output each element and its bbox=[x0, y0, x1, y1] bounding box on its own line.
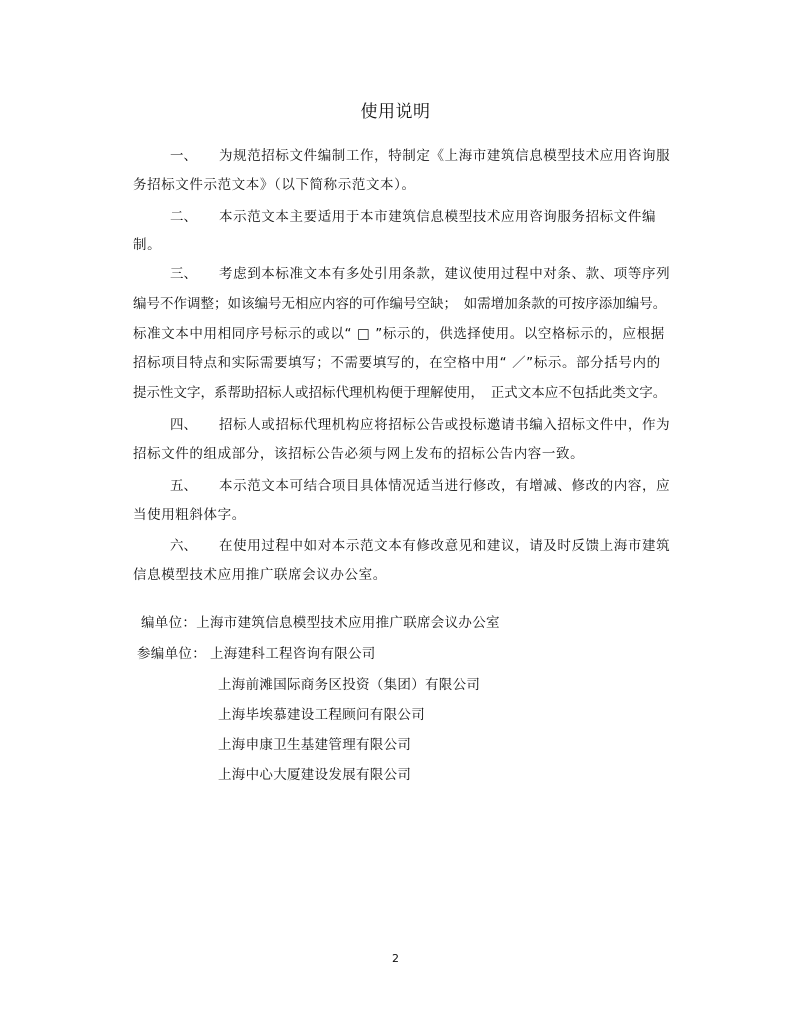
compiler-unit: 编单位：上海市建筑信息模型技术应用推广联席会议办公室 bbox=[141, 615, 500, 631]
item-line: 编号不作调整；如该编号无相应内容的可作编号空缺； 如需增加条款的可按序添加编号。 bbox=[133, 296, 667, 312]
item-line: 招标人或招标代理机构应将招标公告或投标邀请书编入招标文件中，作为 bbox=[219, 417, 671, 433]
item-line: 本示范文本可结合项目具体情况适当进行修改，有增减、修改的内容，应 bbox=[219, 478, 671, 494]
item-line: 当使用粗斜体字。 bbox=[133, 507, 246, 523]
item-number: 四、 bbox=[170, 417, 197, 433]
item-line: 信息模型技术应用推广联席会议办公室。 bbox=[133, 567, 387, 583]
item-number: 二、 bbox=[170, 209, 197, 225]
item-line: 招标文件的组成部分，该招标公告必须与网上发布的招标公告内容一致。 bbox=[133, 446, 585, 462]
item-line: 标准文本中用相同序号标示的或以“ □ ”标示的，供选择使用。以空格标示的，应根据 bbox=[133, 326, 665, 342]
participants-label: 参编单位： bbox=[137, 646, 206, 662]
participant-unit: 上海建科工程咨询有限公司 bbox=[210, 646, 376, 662]
page-number: 2 bbox=[392, 952, 399, 965]
item-line: 招标项目特点和实际需要填写；不需要填写的，在空格中用“ ／”标示。部分括号内的 bbox=[133, 355, 661, 371]
page-title: 使用说明 bbox=[360, 102, 431, 122]
item-line: 提示性文字，系帮助招标人或招标代理机构便于理解使用， 正式文本应不包括此类文字。 bbox=[133, 385, 667, 401]
item-line: 本示范文本主要适用于本市建筑信息模型技术应用咨询服务招标文件编 bbox=[219, 209, 657, 225]
item-line: 为规范招标文件编制工作，特制定《上海市建筑信息模型技术应用咨询服 bbox=[219, 148, 671, 164]
item-line: 务招标文件示范文本》（以下简称示范文本）。 bbox=[133, 177, 416, 193]
participant-unit: 上海中心大厦建设发展有限公司 bbox=[218, 767, 412, 783]
item-number: 三、 bbox=[170, 266, 197, 282]
item-line: 在使用过程中如对本示范文本有修改意见和建议，请及时反馈上海市建筑 bbox=[219, 538, 671, 554]
item-line: 考虑到本标准文本有多处引用条款，建议使用过程中对条、款、项等序列 bbox=[219, 266, 671, 282]
item-number: 五、 bbox=[170, 478, 197, 494]
item-number: 六、 bbox=[170, 538, 197, 554]
participant-unit: 上海前滩国际商务区投资（集团）有限公司 bbox=[218, 677, 481, 693]
participant-unit: 上海毕埃慕建设工程顾问有限公司 bbox=[218, 707, 425, 723]
participant-unit: 上海申康卫生基建管理有限公司 bbox=[218, 737, 412, 753]
item-line: 制。 bbox=[133, 237, 162, 253]
item-number: 一、 bbox=[170, 148, 197, 164]
